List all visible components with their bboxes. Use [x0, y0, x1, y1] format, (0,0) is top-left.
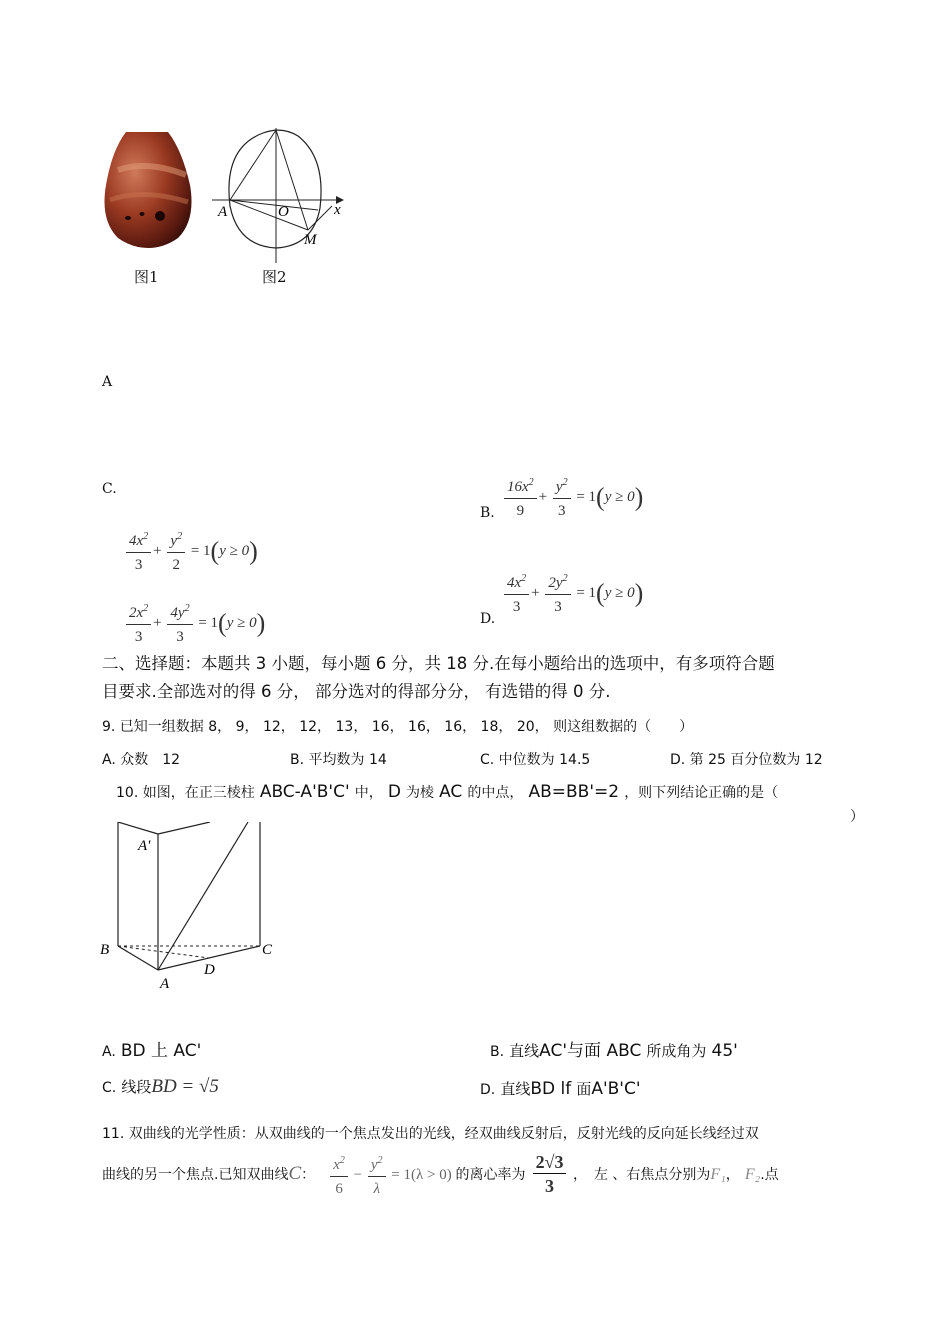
figure-1 [98, 130, 198, 250]
q9-option-c: C. 中位数为 14.5 [480, 752, 591, 768]
q11-line1: 11. 双曲线的光学性质：从双曲线的一个焦点发出的光线，经双曲线反射后，反射光线的反向延长线经过双 [102, 1126, 759, 1142]
label-x: x [334, 202, 341, 218]
label-B: B [100, 942, 110, 958]
option-c-label: C. [102, 481, 117, 497]
equation-c: $\frac{2x^2}{3}$ + $\frac{4y^2}{3}$ = 1(y ≥ 0) [124, 598, 265, 649]
q10-option-a: A. BD 上 AC' [102, 1041, 202, 1061]
option-a-label: A [102, 374, 113, 390]
q11-line2: 曲线的另一个焦点.已知双曲线C： $\frac{x^2}{6}$ − $\frac{y^2}{\lambda}$ = 1(λ > 0) 的离心率为 $\frac{2√3}{3}$ ， 左 、右焦点分别为F₁， F₂.点 [102, 1150, 779, 1201]
q10-close-paren: ） [850, 809, 864, 825]
caption-fig1: 图1 [134, 268, 159, 286]
label-M: M [304, 232, 317, 248]
label-C: C [262, 942, 273, 958]
q9-stem: 9. 已知一组数据 8， 9， 12， 12， 13， 16， 16， 16， 18， 20， 则这组数据的（ ） [102, 719, 694, 735]
caption-fig2: 图2 [262, 268, 287, 286]
ellipse-diagram [208, 128, 348, 263]
equation-a: $\frac{4x^2}{3}$ + $\frac{y^2}{2}$ = 1(y ≥ 0) [124, 526, 258, 577]
equation-b: $\frac{16x^2}{9}$ + $\frac{y^2}{3}$ = 1(y ≥ 0) [502, 472, 643, 523]
q10-stem: 10. 如图，在正三棱柱 ABC-A'B'C' 中， D 为棱 AC 的中点， AB=BB'=2 ，则下列结论正确的是（ [116, 782, 779, 802]
label-A: A [218, 204, 228, 220]
option-d-label: D. [480, 611, 496, 627]
figure-2 [208, 128, 348, 263]
q10-option-d: D. 直线BD lf 面A'B'C' [480, 1079, 641, 1099]
prism-diagram [98, 822, 278, 992]
section2-line1: 二、选择题：本题共 3 小题，每小题 6 分，共 18 分.在每小题给出的选项中，有多项符合题 [102, 654, 775, 673]
q9-option-a: A. 众数 12 [102, 752, 181, 768]
option-b-label: B. [480, 505, 495, 521]
ocarina-image [98, 130, 198, 250]
q10-option-b: B. 直线AC'与面 ABC 所成角为 45' [490, 1041, 738, 1061]
label-O: O [278, 204, 289, 220]
q9-option-d: D. 第 25 百分位数为 12 [670, 752, 823, 768]
q9-option-b: B. 平均数为 14 [290, 752, 387, 768]
q10-option-c: C. 线段BD = √5 [102, 1076, 219, 1097]
label-D: D [204, 962, 215, 978]
prism-figure [98, 822, 278, 992]
label-A: A [160, 976, 170, 992]
label-A-prime: A' [138, 838, 151, 854]
section2-line2: 目要求.全部选对的得 6 分， 部分选对的得部分分， 有选错的得 0 分. [102, 682, 611, 701]
equation-d: $\frac{4x^2}{3}$ + $\frac{2y^2}{3}$ = 1(y ≥ 0) [502, 568, 643, 619]
